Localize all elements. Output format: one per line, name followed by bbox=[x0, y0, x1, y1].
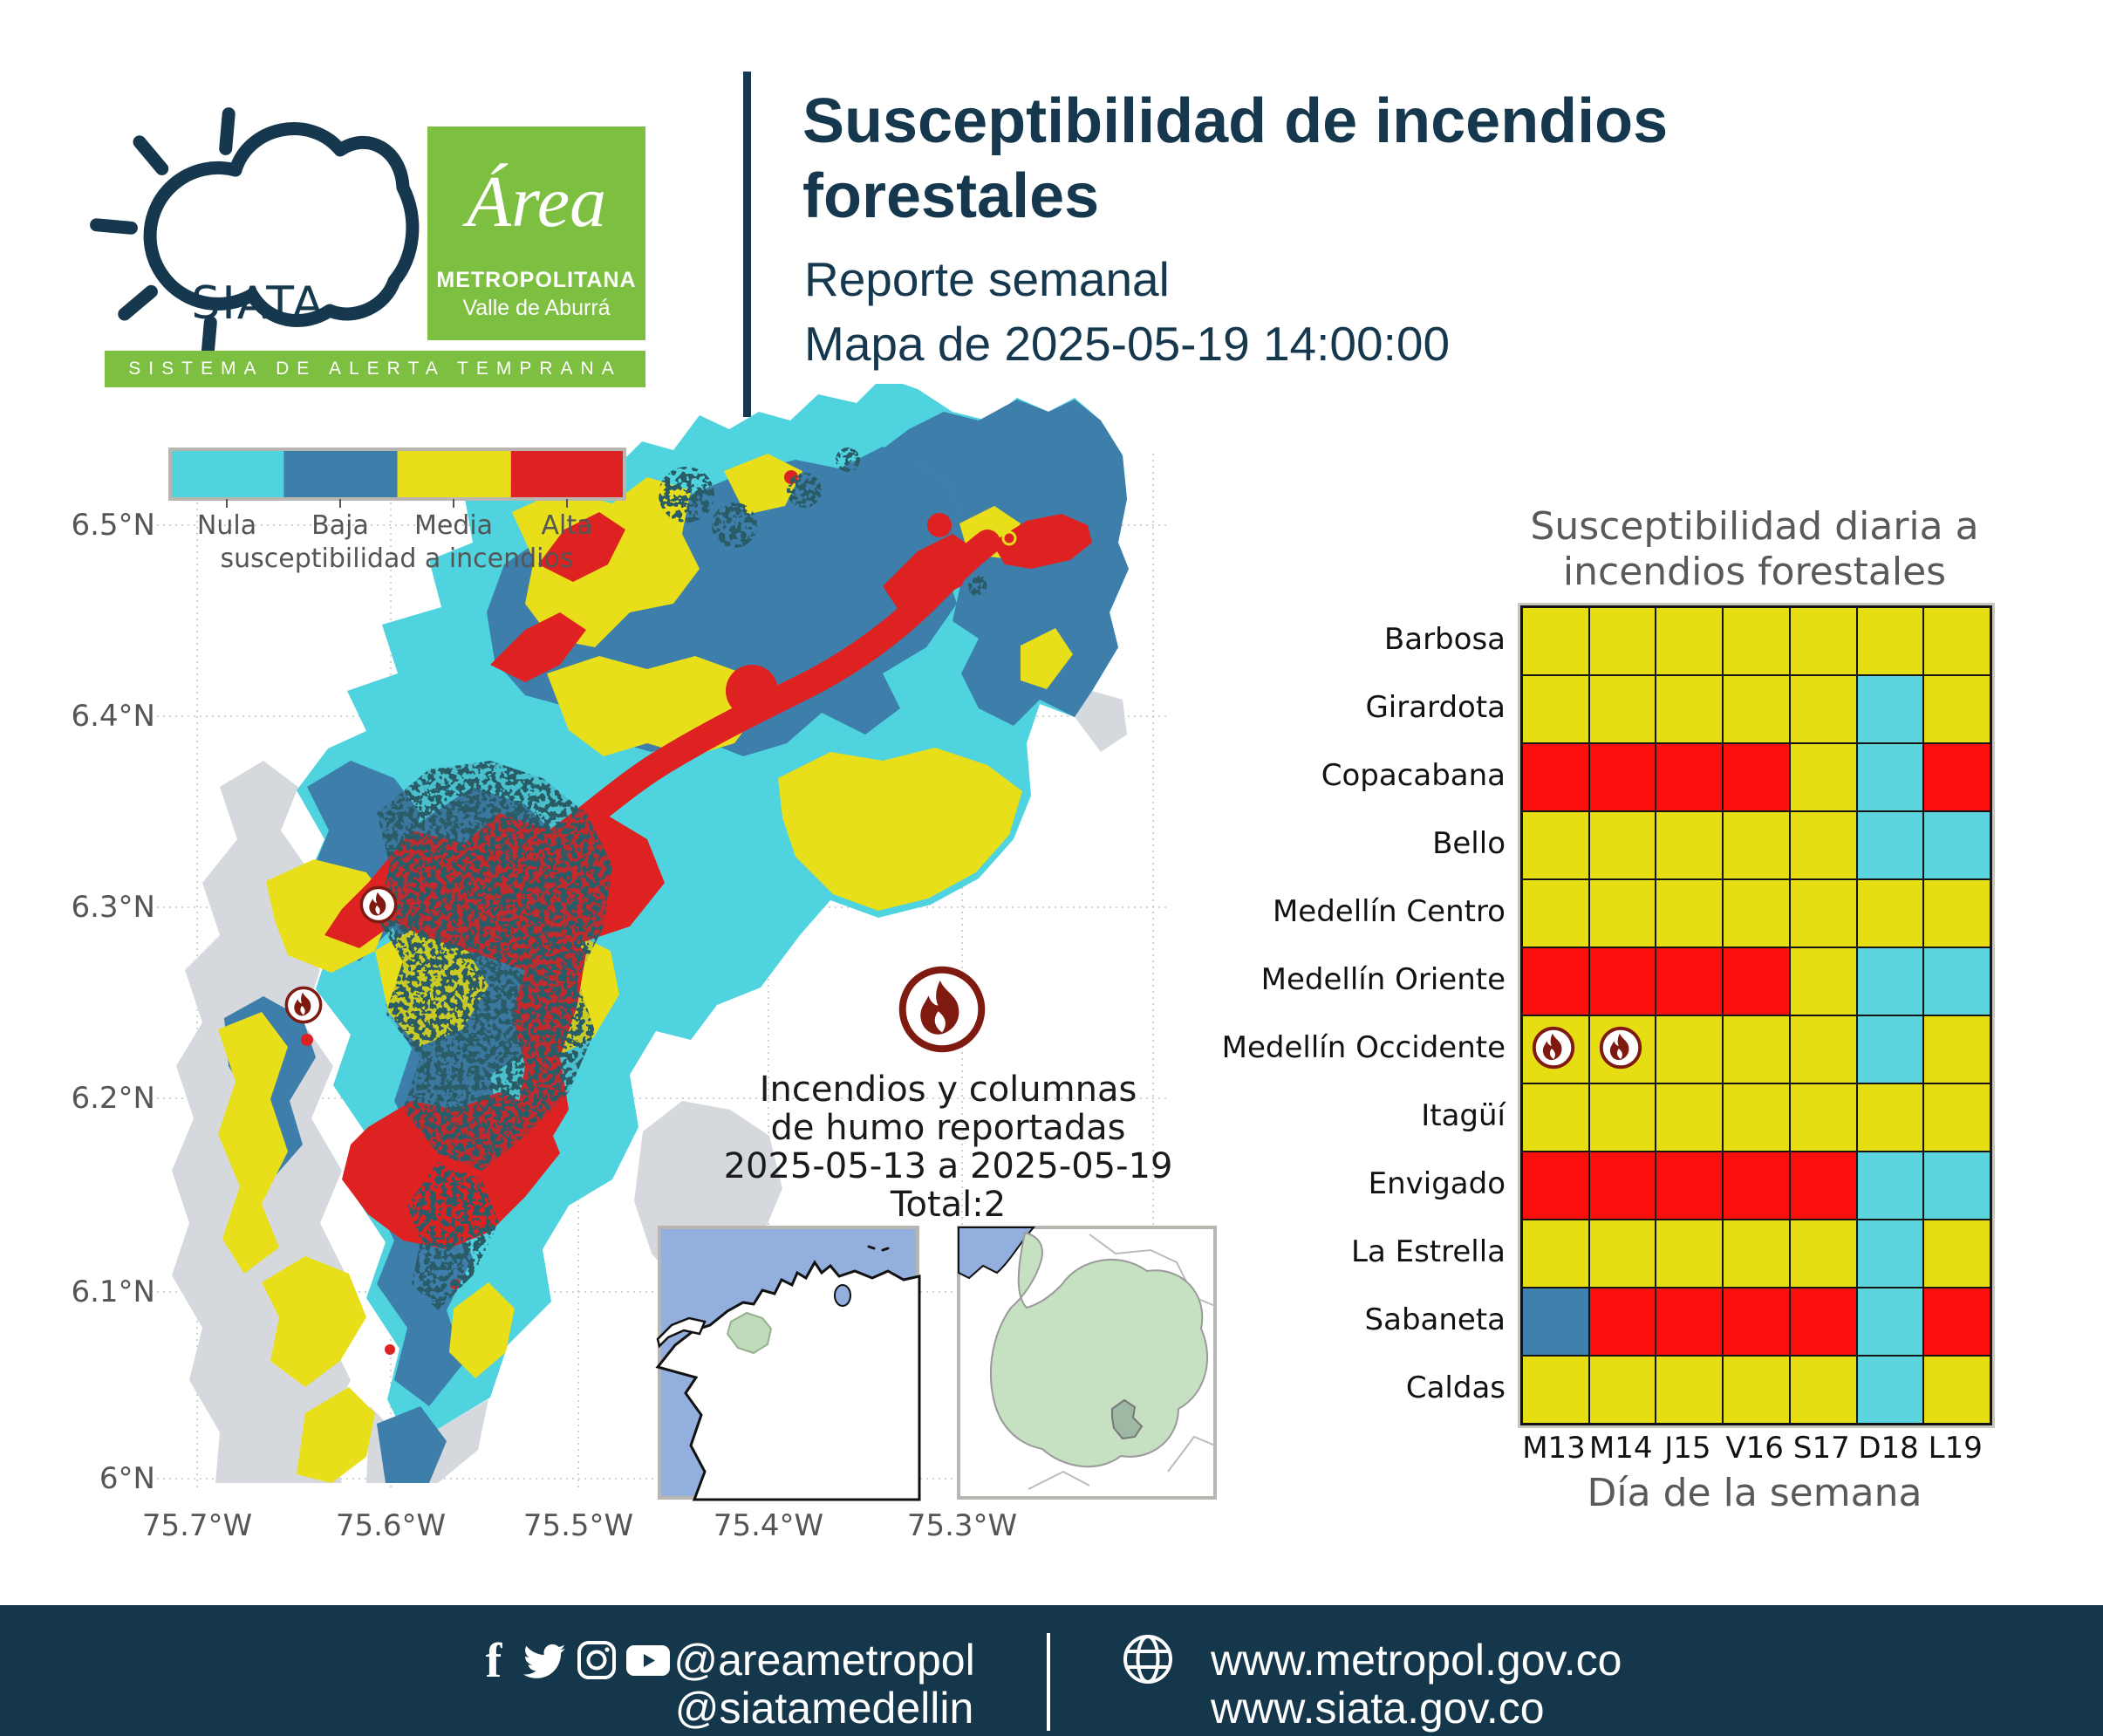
heatmap-cell bbox=[1790, 1356, 1857, 1424]
heatmap-col-label: V16 bbox=[1725, 1431, 1784, 1466]
heatmap-cell bbox=[1656, 1288, 1723, 1356]
heatmap-cell bbox=[1923, 947, 1990, 1015]
heatmap-cell bbox=[1790, 947, 1857, 1015]
heatmap-cell bbox=[1857, 1083, 1924, 1152]
heatmap-cell bbox=[1857, 811, 1924, 879]
heatmap-cell bbox=[1522, 1288, 1589, 1356]
heatmap-cell bbox=[1656, 811, 1723, 879]
heatmap-cell bbox=[1589, 1152, 1656, 1220]
heatmap-col-label: J15 bbox=[1664, 1431, 1711, 1466]
heatmap-cell bbox=[1857, 1015, 1924, 1083]
heatmap-cell bbox=[1857, 1220, 1924, 1288]
heatmap-row-label: Copacabana bbox=[1321, 758, 1506, 793]
heatmap-cell bbox=[1723, 947, 1790, 1015]
heatmap-row-label: La Estrella bbox=[1351, 1234, 1506, 1269]
y-tick: 6.1°N bbox=[71, 1275, 155, 1309]
instagram-icon bbox=[579, 1643, 614, 1678]
heatmap-cell bbox=[1723, 1015, 1790, 1083]
heatmap-cell bbox=[1857, 1152, 1924, 1220]
heatmap-row-label: Medellín Oriente bbox=[1260, 962, 1506, 997]
heatmap-cell bbox=[1522, 675, 1589, 743]
heatmap-cell bbox=[1923, 1152, 1990, 1220]
area-logo-script: Área bbox=[466, 161, 607, 243]
area-logo-line2: Valle de Aburrá bbox=[462, 296, 611, 320]
heatmap-cell bbox=[1589, 1288, 1656, 1356]
heatmap-cell bbox=[1790, 1288, 1857, 1356]
fires-annotation-line3: 2025-05-13 a 2025-05-19 bbox=[723, 1146, 1173, 1186]
heatmap-row-label: Barbosa bbox=[1383, 622, 1506, 657]
footer-divider bbox=[1047, 1633, 1050, 1731]
y-tick: 6.5°N bbox=[71, 508, 155, 543]
heatmap-cell bbox=[1790, 1220, 1857, 1288]
susceptibility-map bbox=[0, 384, 1247, 1553]
fires-annotation-line4: Total:2 bbox=[890, 1185, 1007, 1225]
y-tick: 6.3°N bbox=[71, 890, 155, 925]
heatmap-cell bbox=[1589, 811, 1656, 879]
footer-content bbox=[0, 1605, 2103, 1736]
heatmap-fire-event-icon bbox=[1598, 1025, 1643, 1070]
heatmap-cell bbox=[1723, 1152, 1790, 1220]
heatmap-row-label: Itagüí bbox=[1421, 1098, 1506, 1133]
legend-label-nula: Nula bbox=[196, 510, 257, 541]
x-tick: 75.7°W bbox=[141, 1508, 253, 1543]
daily-susceptibility-heatmap bbox=[1520, 605, 1992, 1425]
heatmap-cell bbox=[1656, 743, 1723, 811]
heatmap-cell bbox=[1723, 811, 1790, 879]
heatmap-col-label: L19 bbox=[1928, 1431, 1983, 1466]
heatmap-cell bbox=[1723, 1083, 1790, 1152]
heatmap-cell bbox=[1656, 1015, 1723, 1083]
fires-annotation bbox=[724, 1070, 1173, 1225]
social-handle-siata: @siatamedellin bbox=[674, 1684, 974, 1733]
x-tick: 75.5°W bbox=[522, 1508, 634, 1543]
heatmap-row-label: Caldas bbox=[1405, 1370, 1506, 1405]
heatmap-fire-event-icon bbox=[1531, 1025, 1576, 1070]
heatmap-cell bbox=[1723, 879, 1790, 947]
heatmap-cell bbox=[1656, 879, 1723, 947]
heatmap-col-label: M13 bbox=[1522, 1431, 1586, 1466]
heatmap-cell bbox=[1923, 1015, 1990, 1083]
heatmap-cell bbox=[1790, 743, 1857, 811]
heatmap-row-label: Sabaneta bbox=[1364, 1302, 1506, 1337]
siata-tagline-bar: SISTEMA DE ALERTA TEMPRANA bbox=[105, 351, 645, 387]
inset-map-colombia bbox=[658, 1227, 919, 1500]
heatmap-cell bbox=[1790, 1083, 1857, 1152]
heatmap-cell bbox=[1656, 1356, 1723, 1424]
heatmap-row-label: Girardota bbox=[1365, 690, 1506, 725]
x-tick: 75.3°W bbox=[906, 1508, 1018, 1543]
heatmap-cell bbox=[1522, 1152, 1589, 1220]
map-datetime: Mapa de 2025-05-19 14:00:00 bbox=[804, 317, 1451, 371]
fires-annotation-line1: Incendios y columnas bbox=[759, 1070, 1137, 1110]
heatmap-col-label: D18 bbox=[1858, 1431, 1919, 1466]
y-tick: 6°N bbox=[99, 1461, 155, 1496]
heatmap-cell bbox=[1656, 1083, 1723, 1152]
legend-title: susceptibilidad a incendios bbox=[220, 543, 574, 574]
heatmap-cell bbox=[1522, 743, 1589, 811]
heatmap-row-label: Envigado bbox=[1368, 1166, 1506, 1201]
heatmap-col-label: M14 bbox=[1588, 1431, 1653, 1466]
website-siata: www.siata.gov.co bbox=[1211, 1684, 1545, 1733]
legend-label-baja: Baja bbox=[311, 510, 369, 541]
youtube-icon bbox=[626, 1645, 670, 1676]
social-handle-area: @areametropol bbox=[673, 1636, 975, 1685]
heatmap-col-label: S17 bbox=[1792, 1431, 1850, 1466]
inset-map-antioquia bbox=[959, 1227, 1215, 1498]
heatmap-cell bbox=[1790, 1152, 1857, 1220]
legend-label-alta: Alta bbox=[541, 510, 593, 541]
heatmap-cell bbox=[1656, 947, 1723, 1015]
heatmap-cell bbox=[1656, 1152, 1723, 1220]
heatmap-cell bbox=[1923, 675, 1990, 743]
heatmap-cell bbox=[1857, 675, 1924, 743]
heatmap-cell bbox=[1589, 879, 1656, 947]
twitter-icon bbox=[523, 1644, 565, 1678]
heatmap-cell bbox=[1656, 675, 1723, 743]
heatmap-cell bbox=[1589, 743, 1656, 811]
heatmap-cell bbox=[1522, 607, 1589, 675]
heatmap-cell bbox=[1589, 947, 1656, 1015]
heatmap-cell bbox=[1589, 1220, 1656, 1288]
map-y-axis bbox=[71, 508, 155, 1496]
map-fire-marker-icon bbox=[286, 988, 320, 1022]
heatmap-cell bbox=[1790, 879, 1857, 947]
map-legend bbox=[170, 449, 625, 574]
heatmap-title bbox=[1520, 504, 1989, 595]
heatmap-cell bbox=[1790, 1015, 1857, 1083]
heatmap-cell bbox=[1857, 947, 1924, 1015]
fires-annotation-icon bbox=[903, 970, 982, 1049]
heatmap-cell bbox=[1589, 1083, 1656, 1152]
heatmap-row-label: Medellín Occidente bbox=[1221, 1030, 1506, 1065]
heatmap-title-line2: incendios forestales bbox=[1562, 550, 1947, 594]
legend-label-media: Media bbox=[413, 510, 494, 541]
heatmap-cell bbox=[1723, 743, 1790, 811]
heatmap-cell bbox=[1790, 607, 1857, 675]
x-tick: 75.4°W bbox=[713, 1508, 824, 1543]
heatmap-cell bbox=[1790, 675, 1857, 743]
heatmap-cell bbox=[1857, 743, 1924, 811]
y-tick: 6.4°N bbox=[71, 699, 155, 734]
heatmap-cell bbox=[1923, 743, 1990, 811]
heatmap-cell bbox=[1656, 1220, 1723, 1288]
heatmap-cell bbox=[1589, 607, 1656, 675]
heatmap-cell bbox=[1923, 811, 1990, 879]
globe-icon bbox=[1125, 1637, 1171, 1682]
y-tick: 6.2°N bbox=[71, 1081, 155, 1116]
area-metropolitana-logo bbox=[427, 126, 645, 340]
siata-logo bbox=[52, 70, 471, 366]
heatmap-cell bbox=[1723, 1288, 1790, 1356]
heatmap-row-label: Bello bbox=[1432, 826, 1506, 861]
page-subtitle: Reporte semanal bbox=[804, 252, 1170, 306]
heatmap-cell bbox=[1589, 675, 1656, 743]
heatmap-cell bbox=[1723, 607, 1790, 675]
heatmap-cell bbox=[1723, 1356, 1790, 1424]
heatmap-cell bbox=[1923, 1083, 1990, 1152]
heatmap-title-line1: Susceptibilidad diaria a bbox=[1530, 504, 1979, 549]
heatmap-cell bbox=[1857, 607, 1924, 675]
map-fire-marker-icon bbox=[361, 887, 395, 921]
facebook-icon: f bbox=[485, 1634, 502, 1688]
heatmap-cell bbox=[1923, 1288, 1990, 1356]
heatmap-x-axis-title: Día de la semana bbox=[1587, 1471, 1922, 1515]
heatmap-row-label: Medellín Centro bbox=[1272, 894, 1506, 929]
heatmap-cell bbox=[1857, 879, 1924, 947]
heatmap-cell bbox=[1923, 607, 1990, 675]
heatmap-cell bbox=[1857, 1356, 1924, 1424]
heatmap-cell bbox=[1857, 1288, 1924, 1356]
siata-logo-text: SIATA bbox=[191, 277, 325, 330]
heatmap-cell bbox=[1923, 879, 1990, 947]
website-metropol: www.metropol.gov.co bbox=[1211, 1636, 1622, 1685]
heatmap-cell bbox=[1589, 1356, 1656, 1424]
heatmap-cell bbox=[1790, 811, 1857, 879]
header-divider bbox=[743, 72, 751, 417]
heatmap-cell bbox=[1723, 675, 1790, 743]
heatmap-cell bbox=[1923, 1356, 1990, 1424]
heatmap-cell bbox=[1923, 1220, 1990, 1288]
heatmap-cell bbox=[1522, 1220, 1589, 1288]
heatmap-cell bbox=[1522, 1083, 1589, 1152]
heatmap-cell bbox=[1522, 811, 1589, 879]
heatmap-cell bbox=[1522, 947, 1589, 1015]
area-logo-line1: METROPOLITANA bbox=[436, 268, 637, 292]
heatmap-cell bbox=[1723, 1220, 1790, 1288]
heatmap-cell bbox=[1656, 607, 1723, 675]
x-tick: 75.6°W bbox=[335, 1508, 447, 1543]
page-title bbox=[802, 84, 1668, 234]
fires-annotation-line2: de humo reportadas bbox=[770, 1108, 1126, 1148]
map-x-axis bbox=[142, 1508, 1017, 1543]
heatmap-cell bbox=[1522, 879, 1589, 947]
page-title-line2: forestales bbox=[802, 161, 1100, 231]
heatmap-cell bbox=[1522, 1356, 1589, 1424]
page-title-line1: Susceptibilidad de incendios bbox=[802, 86, 1669, 156]
